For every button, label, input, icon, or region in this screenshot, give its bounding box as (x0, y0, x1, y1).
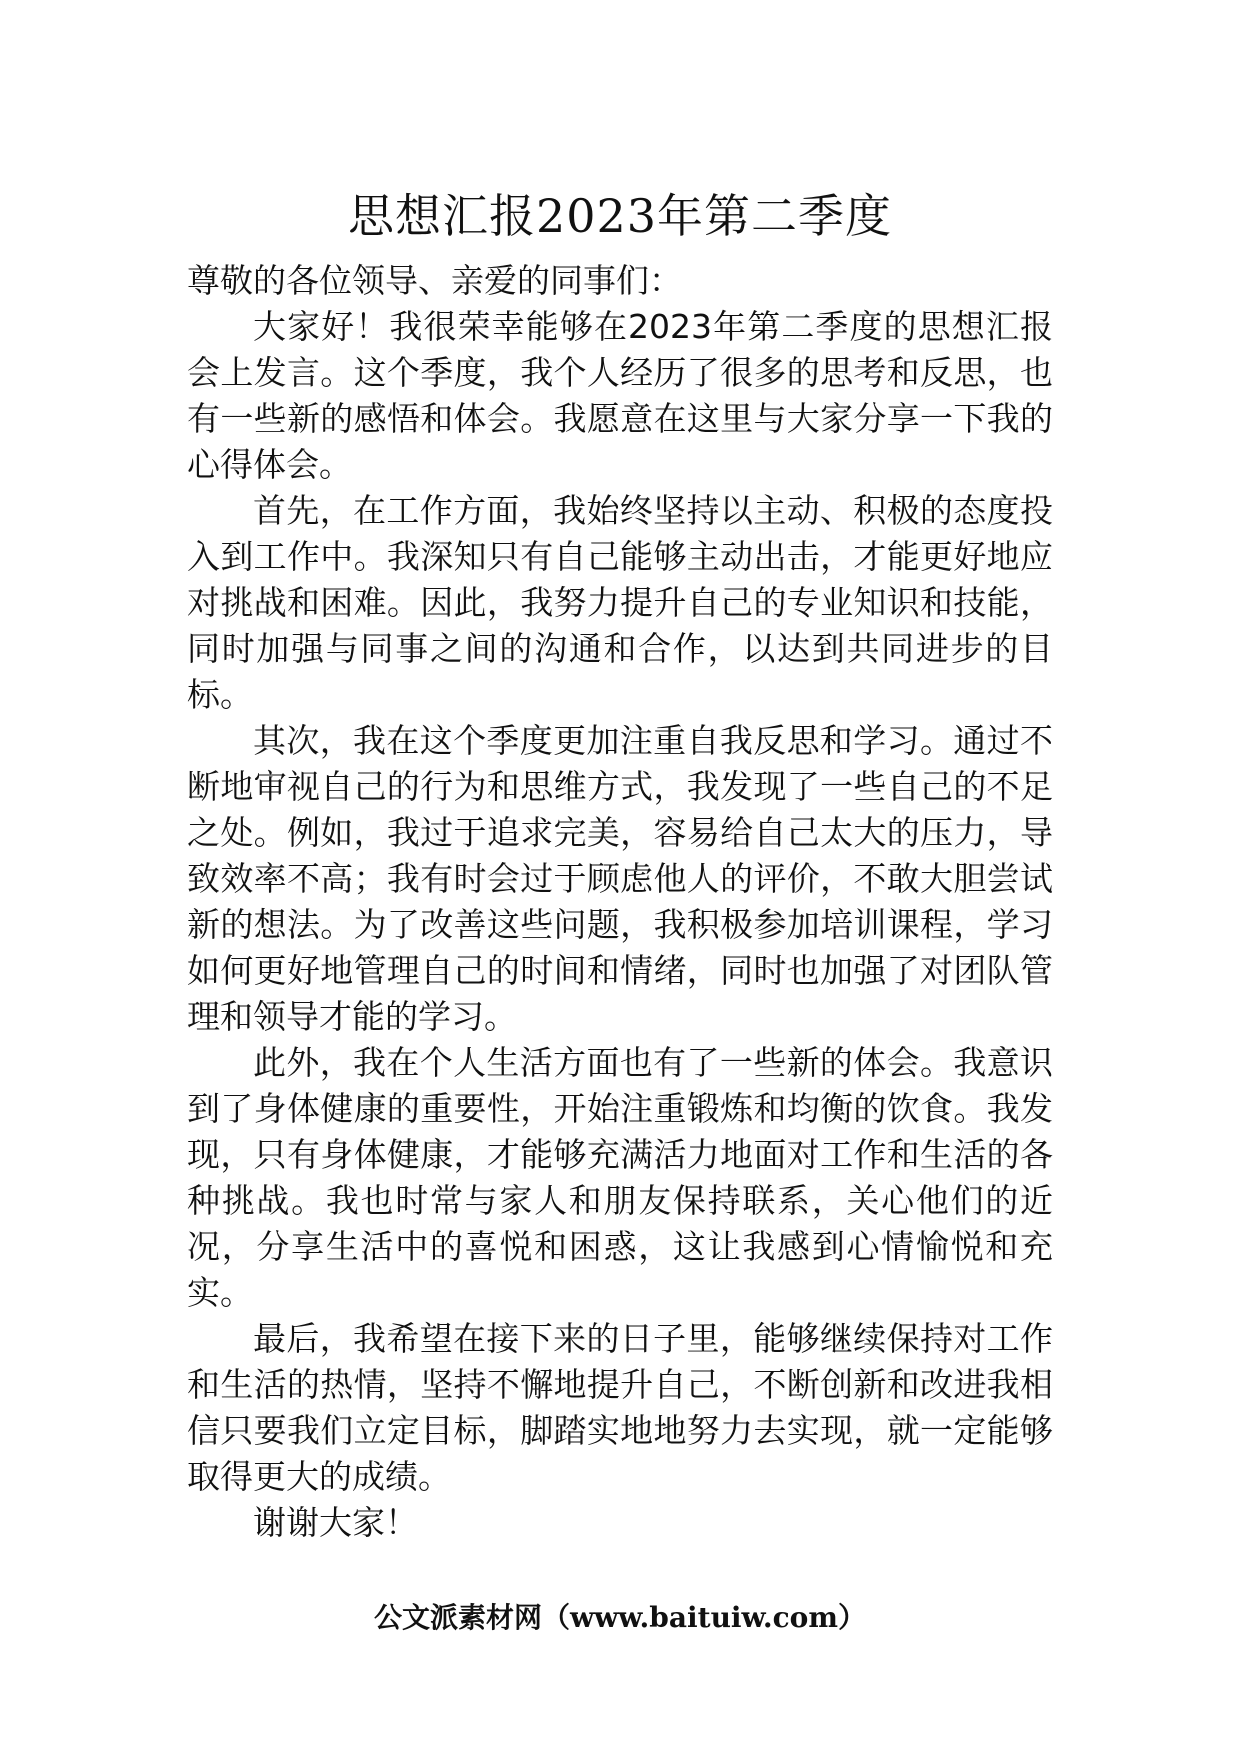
document-body (187, 258, 1053, 1546)
paragraph-personal-life: 此外，我在个人生活方面也有了一些新的体会。我意识到了身体健康的重要性，开始注重锻炼和均衡的饮食。我发现，只有身体健康，才能够充满活力地面对工作和生活的各种挑战。我也时常与家人和朋友保持联系，关心他们的近况，分享生活中的喜悦和困惑，这让我感到心情愉悦和充实。 (187, 1043, 1053, 1312)
source-footer: 公文派素材网（www.baituiw.com） (374, 1601, 866, 1634)
paragraph-thanks: 谢谢大家！ (253, 1503, 418, 1542)
paragraph-work: 首先，在工作方面，我始终坚持以主动、积极的态度投入到工作中。我深知只有自己能够主动出击，才能更好地应对挑战和困难。因此，我努力提升自己的专业知识和技能，同时加强与同事之间的沟通和合作，以达到共同进步的目标。 (187, 491, 1053, 714)
paragraph-reflection: 其次，我在这个季度更加注重自我反思和学习。通过不断地审视自己的行为和思维方式，我发现了一些自己的不足之处。例如，我过于追求完美，容易给自己太大的压力，导致效率不高；我有时会过于顾虑他人的评价，不敢大胆尝试新的想法。为了改善这些问题，我积极参加培训课程，学习如何更好地管理自己的时间和情绪，同时也加强了对团队管理和领导才能的学习。 (187, 721, 1053, 1036)
paragraph-closing: 最后，我希望在接下来的日子里，能够继续保持对工作和生活的热情，坚持不懈地提升自己，不断创新和改进我相信只要我们立定目标，脚踏实地地努力去实现，就一定能够取得更大的成绩。 (187, 1319, 1053, 1496)
salutation: 尊敬的各位领导、亲爱的同事们： (187, 261, 682, 300)
page-title: 思想汇报2023年第二季度 (347, 189, 893, 243)
paragraph-greeting: 大家好！我很荣幸能够在2023年第二季度的思想汇报会上发言。这个季度，我个人经历了很多的思考和反思，也有一些新的感悟和体会。我愿意在这里与大家分享一下我的心得体会。 (187, 307, 1053, 484)
